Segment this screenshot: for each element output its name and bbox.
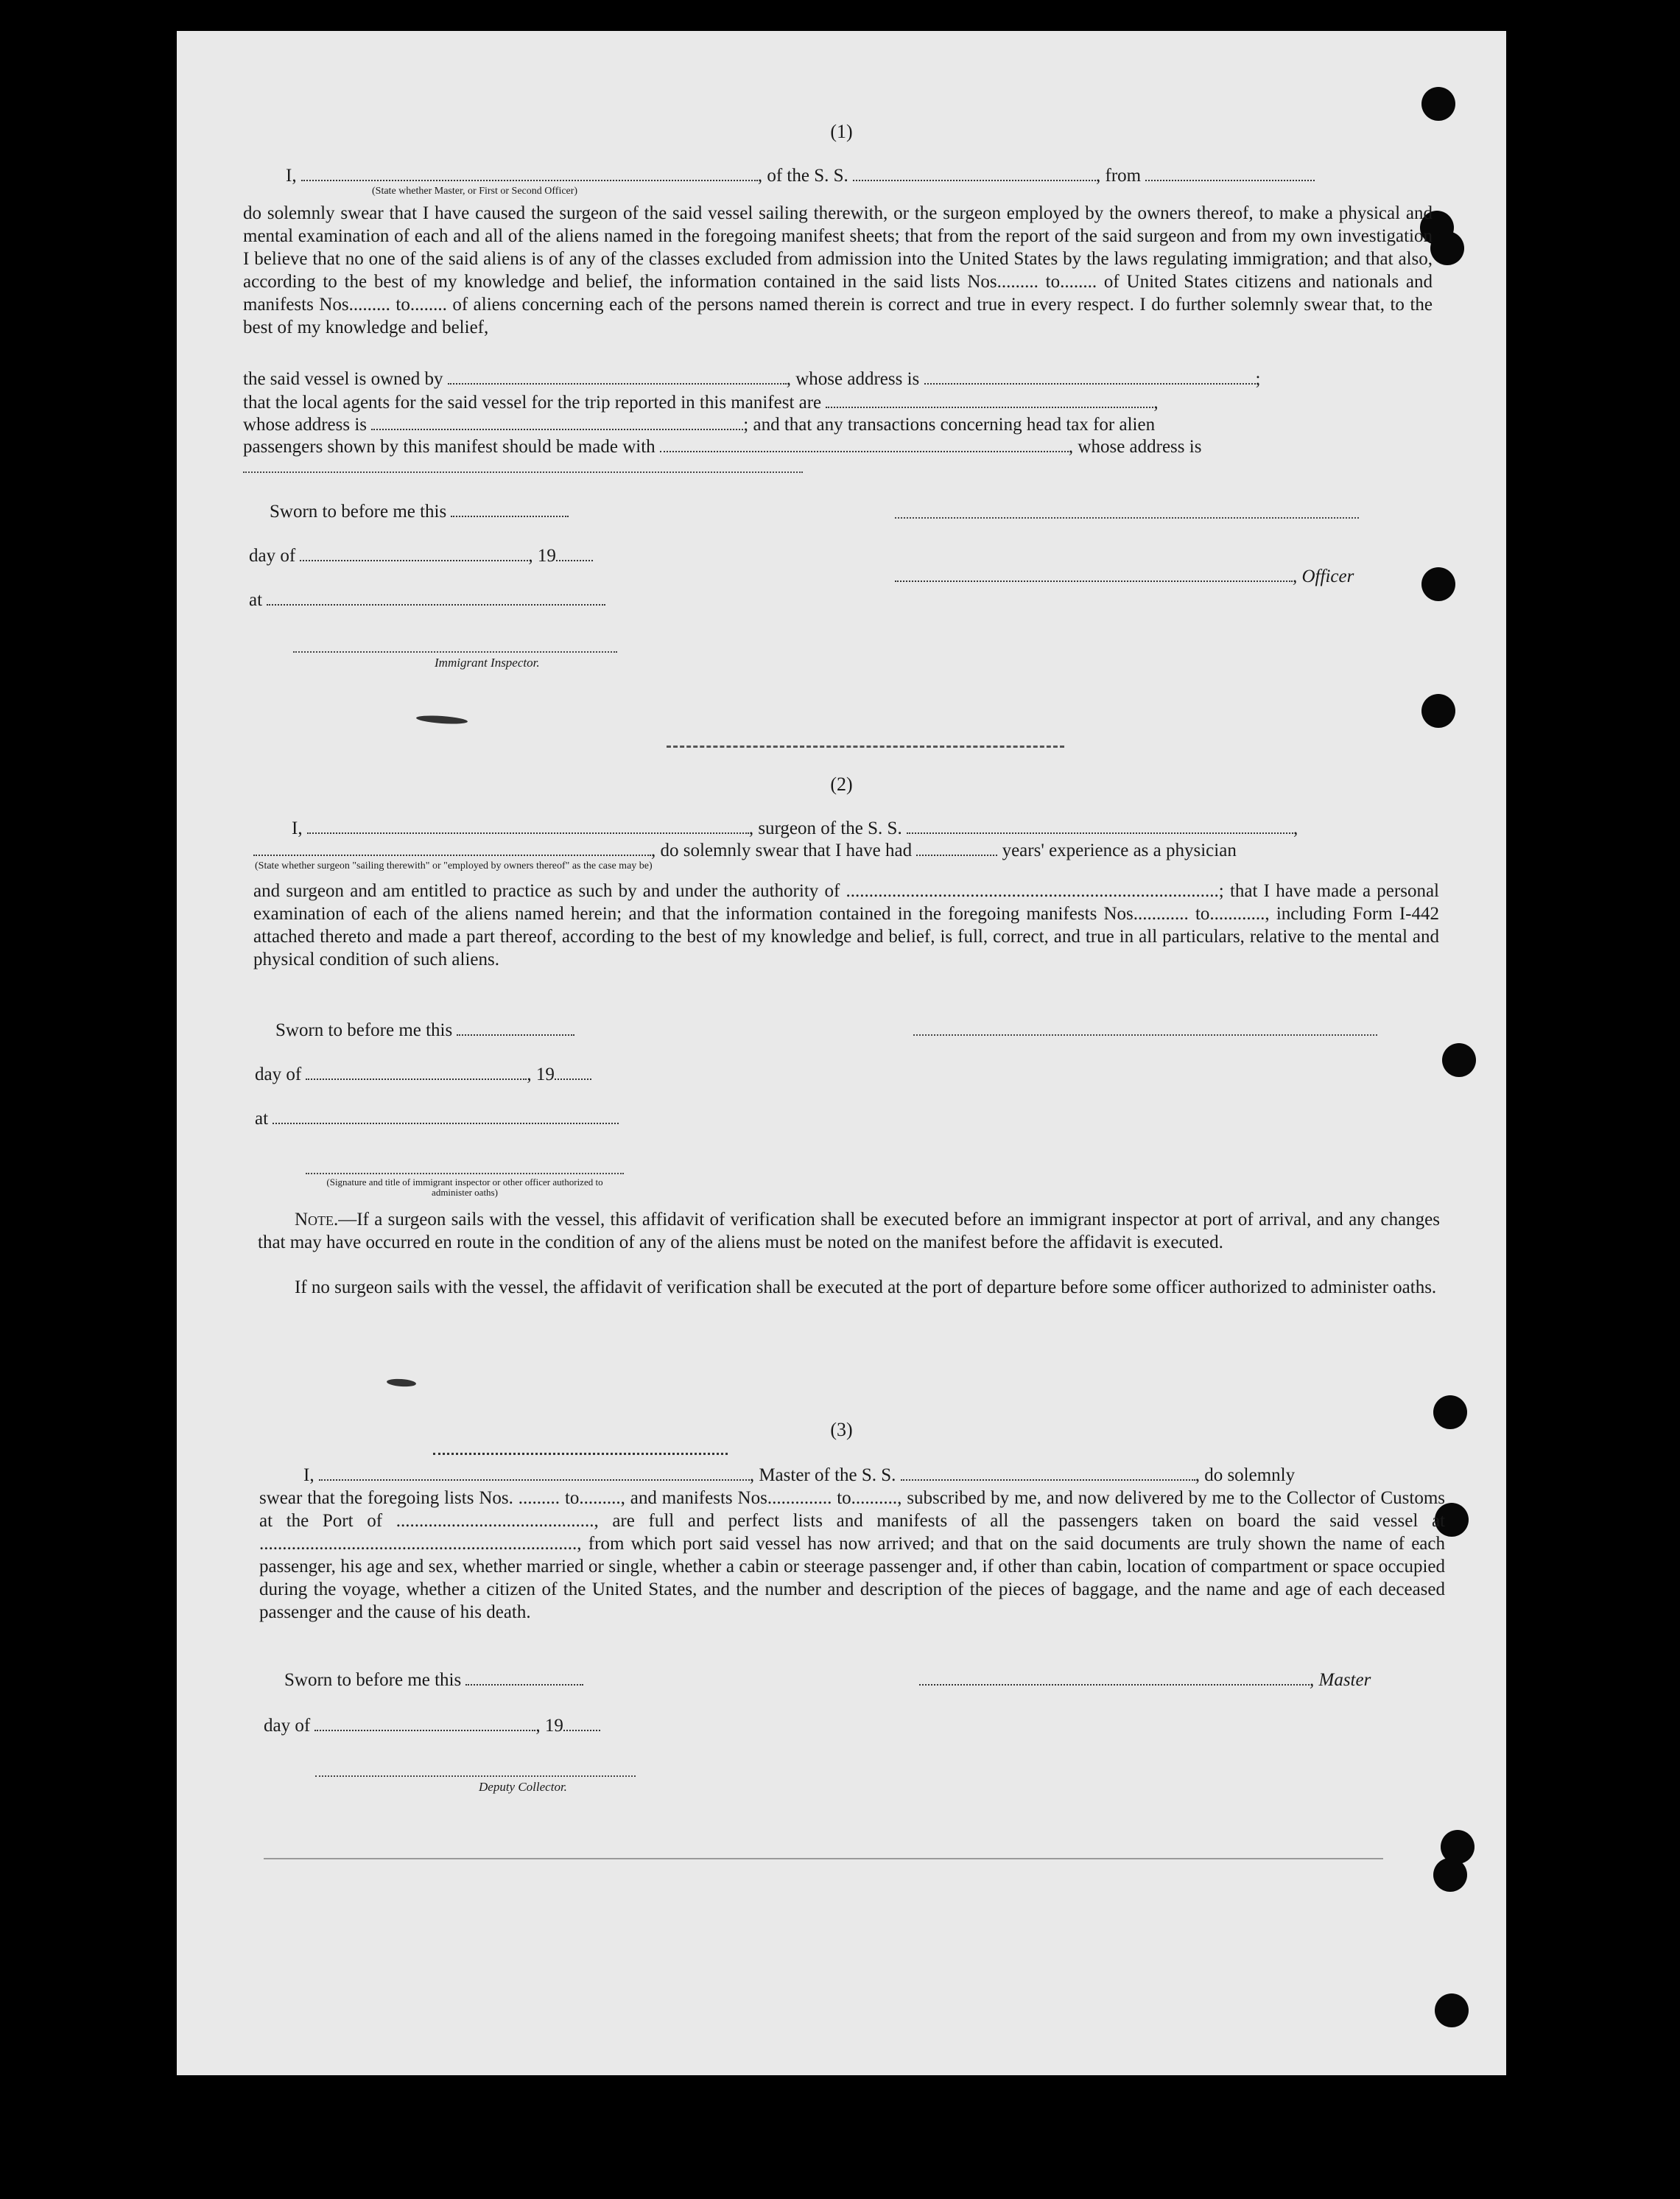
head-tax-label: ; and that any transactions concerning head tax for alien bbox=[743, 415, 1156, 435]
form-sheet bbox=[177, 31, 1506, 2075]
section-divider bbox=[667, 746, 1064, 748]
surgeon-type-field[interactable] bbox=[253, 838, 651, 856]
officer-signature-field[interactable] bbox=[895, 564, 1293, 582]
year-label-3: , 19 bbox=[535, 1716, 563, 1736]
year-field-2[interactable] bbox=[555, 1062, 591, 1080]
inspector-signature-line bbox=[293, 651, 617, 653]
master-name-field[interactable] bbox=[319, 1463, 750, 1481]
sworn-line-1 bbox=[270, 499, 569, 522]
faint-dash-row bbox=[433, 1453, 728, 1455]
deputy-caption: Deputy Collector. bbox=[479, 1780, 567, 1794]
agents-address-label: whose address is bbox=[243, 415, 368, 435]
agents-address-line bbox=[243, 413, 1155, 435]
vessel-name-field[interactable] bbox=[853, 164, 1096, 181]
year-field[interactable] bbox=[556, 544, 593, 561]
passengers-line bbox=[243, 435, 1201, 457]
day-of-line-1 bbox=[249, 544, 593, 567]
month-field[interactable] bbox=[300, 544, 528, 561]
local-agents-field[interactable] bbox=[826, 390, 1153, 408]
place-field-2[interactable] bbox=[273, 1106, 619, 1124]
surgeon-signature-line bbox=[913, 1034, 1377, 1036]
ink-smudge bbox=[387, 1378, 417, 1388]
from-port-field[interactable] bbox=[1145, 164, 1315, 181]
master-signature-line bbox=[919, 1668, 1371, 1691]
vessel-name-field-2[interactable] bbox=[907, 816, 1293, 834]
years-field[interactable] bbox=[916, 838, 997, 856]
whose-address-label: , whose address is bbox=[786, 369, 920, 389]
owner-address-field[interactable] bbox=[924, 367, 1256, 385]
inspector-caption: Immigrant Inspector. bbox=[435, 656, 540, 670]
note-label: Note. bbox=[295, 1210, 339, 1230]
master-line bbox=[303, 1463, 1295, 1486]
master-signature-field[interactable] bbox=[919, 1668, 1310, 1686]
note-text: —If a surgeon sails with the vessel, this affidavit of verification shall be executed before an immigrant inspector at port of arrival, and any changes that may have occurred en route in the condition of any of the aliens must be noted on the manifest before the affidavit is executed. bbox=[258, 1210, 1440, 1252]
master-of-label: , Master of the S. S. bbox=[749, 1465, 896, 1485]
section-1-number: (1) bbox=[830, 121, 853, 142]
day-of-label-2: day of bbox=[255, 1065, 302, 1084]
punch-hole bbox=[1421, 694, 1455, 728]
note-paragraph bbox=[258, 1208, 1440, 1254]
day-of-line-3 bbox=[264, 1714, 600, 1736]
section-2-body: and surgeon and am entitled to practice as such by and under the authority of .................................................................................; that I have made a personal examination of each of the aliens named herein; and that the information contained in the foregoing manifests Nos............ to............, including Form I-442 attached thereto and made a part thereof, according to the best of my knowledge and belief, is full, correct, and true in all particulars, relative to the mental and physical condition of such aliens. bbox=[253, 881, 1439, 969]
punch-hole bbox=[1421, 87, 1455, 121]
swear-label: , do solemnly swear that I have had bbox=[651, 841, 913, 860]
at-line-2 bbox=[255, 1106, 619, 1129]
surgeon-line: I, , surgeon of the S. S. , bbox=[292, 816, 1298, 839]
punch-hole bbox=[1433, 1858, 1467, 1892]
contact-address-label: , whose address is bbox=[1068, 437, 1202, 457]
head-tax-contact-field[interactable] bbox=[660, 435, 1069, 452]
bottom-rule bbox=[264, 1858, 1383, 1859]
vessel-name-field-3[interactable] bbox=[901, 1463, 1195, 1481]
sworn-label-2: Sworn to before me this bbox=[275, 1020, 453, 1040]
local-agents-label: that the local agents for the said vessel for the trip reported in this manifest are bbox=[243, 393, 822, 413]
inspector-signature-line-2 bbox=[306, 1173, 624, 1174]
ink-smudge bbox=[416, 715, 468, 726]
day-of-label-3: day of bbox=[264, 1716, 311, 1736]
officer-line bbox=[895, 564, 1354, 587]
surgeon-of-label: , surgeon of the S. S. bbox=[748, 818, 902, 838]
section-3-body: swear that the foregoing lists Nos. ......... to........., and manifests Nos.............. to.........., subscribed by me, and now delivered by me to the Collector of Customs at the Port of ..........................................., are full and perfect lists and manifests of all the passengers taken on board the said vessel at ....................................................................., from which port said vessel has now arrived; and that on the said documents are truly shown the name of each passenger, his age and sex, whether married or single, whether a cabin or steerage passenger and, if other than cabin, location of compartment or space occupied during the voyage, whether a citizen of the United States, and the number and description of the pieces of baggage, and the name and age of each deceased passenger and the cause of his death. bbox=[259, 1488, 1445, 1622]
officer-signature-line-top bbox=[895, 517, 1359, 519]
sworn-line-2 bbox=[275, 1018, 574, 1041]
day-of-label: day of bbox=[249, 546, 296, 566]
note-paragraph-2 bbox=[258, 1276, 1440, 1299]
section-1-first-line bbox=[286, 164, 1315, 186]
place-field[interactable] bbox=[267, 588, 605, 606]
sworn-date-field[interactable] bbox=[451, 499, 569, 517]
signature-caption: (Signature and title of immigrant inspector or other officer authorized to administer oaths) bbox=[326, 1176, 603, 1198]
punch-hole bbox=[1421, 567, 1455, 601]
year-field-3[interactable] bbox=[563, 1714, 600, 1731]
officer-caption: , Officer bbox=[1293, 567, 1354, 586]
officer-name-field[interactable] bbox=[301, 164, 758, 181]
year-label: , 19 bbox=[528, 546, 556, 566]
sworn-date-field-3[interactable] bbox=[465, 1668, 583, 1686]
officer-type-note: (State whether Master, or First or Second Officer) bbox=[372, 186, 578, 197]
surgeon-type-note: (State whether surgeon "sailing therewith" or "employed by owners thereof" as the case may be) bbox=[255, 860, 653, 871]
passengers-label: passengers shown by this manifest should be made with bbox=[243, 437, 656, 457]
section-2-number: (2) bbox=[830, 774, 853, 795]
section-1-body: do solemnly swear that I have caused the surgeon of the said vessel sailing therewith, or the surgeon employed by the owners thereof, to make a physical and mental examination of each and all of the aliens named in the foregoing manifest sheets; that from the report of the said surgeon and from my own investigation I believe that no one of the said aliens is of any of the classes excluded from admission into the United States by the laws regulating immigration; and that also, according to the best of my knowledge and belief, the information contained in the said lists Nos......... to........ of United States citizens and nationals and manifests Nos......... to........ of aliens concerning each of the persons named therein is correct and true in every respect. I do further solemnly swear that, to the best of my knowledge and belief, bbox=[243, 203, 1433, 337]
sworn-date-field-2[interactable] bbox=[457, 1018, 574, 1036]
sworn-label-3: Sworn to before me this bbox=[284, 1670, 462, 1690]
master-caption: , Master bbox=[1310, 1670, 1371, 1690]
at-label-2: at bbox=[255, 1109, 269, 1129]
at-line-1 bbox=[249, 588, 605, 611]
do-solemnly-label: , do solemnly bbox=[1195, 1465, 1296, 1485]
at-label: at bbox=[249, 590, 263, 610]
owned-by-line: the said vessel is owned by , whose address is ; bbox=[243, 367, 1260, 390]
sworn-line-3 bbox=[284, 1668, 583, 1691]
note-2-text: If no surgeon sails with the vessel, the affidavit of verification shall be executed at the port of departure before some officer authorized to administer oaths. bbox=[295, 1277, 1437, 1297]
day-of-line-2 bbox=[255, 1062, 591, 1085]
month-field-2[interactable] bbox=[306, 1062, 527, 1080]
label-from: , from bbox=[1096, 166, 1142, 186]
owned-by-label: the said vessel is owned by bbox=[243, 369, 443, 389]
month-field-3[interactable] bbox=[314, 1714, 535, 1731]
years-experience-label: years' experience as a physician bbox=[1002, 841, 1237, 860]
owner-field[interactable] bbox=[448, 367, 787, 385]
deputy-signature-line bbox=[315, 1775, 636, 1777]
punch-hole bbox=[1430, 231, 1464, 265]
punch-hole bbox=[1435, 1993, 1469, 2027]
local-agents-line: that the local agents for the said vessel for the trip reported in this manifest are , bbox=[243, 390, 1159, 413]
sworn-label: Sworn to before me this bbox=[270, 502, 447, 522]
label-I: I, bbox=[286, 166, 297, 186]
agents-address-field[interactable] bbox=[371, 413, 743, 430]
surgeon-name-field[interactable] bbox=[307, 816, 749, 834]
label-I-3: I, bbox=[303, 1465, 314, 1485]
punch-hole bbox=[1442, 1043, 1476, 1077]
label-of-ss: , of the S. S. bbox=[757, 166, 848, 186]
experience-line bbox=[253, 838, 1237, 861]
label-I-2: I, bbox=[292, 818, 303, 838]
section-3-number: (3) bbox=[830, 1419, 853, 1440]
year-label-2: , 19 bbox=[527, 1065, 555, 1084]
address-continuation-line bbox=[243, 471, 803, 473]
